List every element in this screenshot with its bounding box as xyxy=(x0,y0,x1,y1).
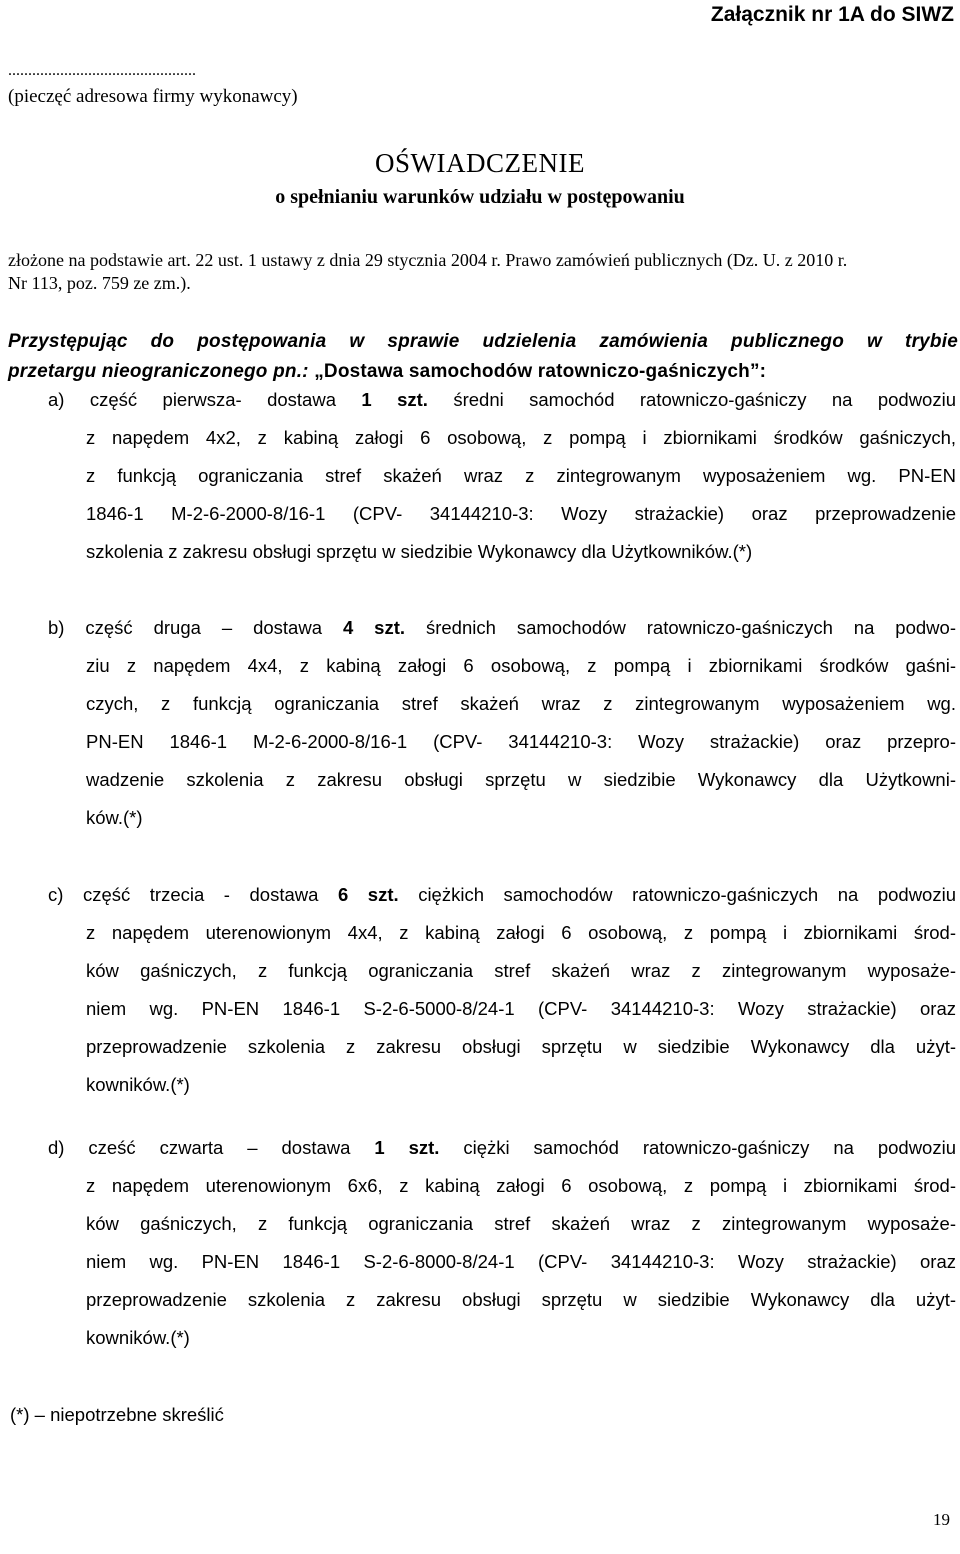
part-d xyxy=(48,1129,956,1357)
part-b xyxy=(48,609,956,837)
part-line: PN-EN 1846-1 M-2-6-2000-8/16-1 (CPV- 34144210-3: Wozy strażackie) oraz przepro- xyxy=(86,731,956,752)
part-quantity: 1 szt. xyxy=(374,1137,440,1158)
part-line: wadzenie szkolenia z zakresu obsługi sprzętu w siedzibie Wykonawcy dla Użytkowni- xyxy=(86,769,956,790)
legal-basis xyxy=(8,249,953,295)
part-first-line xyxy=(48,381,956,419)
intro-paragraph xyxy=(8,327,958,387)
part-first-line xyxy=(48,876,956,914)
part-body xyxy=(48,647,956,837)
intro-prefix: przetargu nieograniczonego pn.: xyxy=(8,361,315,382)
stamp-dots: ............................................... xyxy=(8,62,196,79)
part-line: ziu z napędem 4x4, z kabiną załogi 6 osobową, z pompą i zbiornikami środków gaśni- xyxy=(86,655,956,676)
part-line: niem wg. PN-EN 1846-1 S-2-6-5000-8/24-1 (CPV- 34144210-3: Wozy strażackie) oraz xyxy=(86,998,956,1019)
part-quantity: 1 szt. xyxy=(361,389,428,410)
part-first-line xyxy=(48,609,956,647)
page-number: 19 xyxy=(933,1510,950,1529)
part-label: c) część trzecia - dostawa xyxy=(48,884,319,905)
part-quantity: 6 szt. xyxy=(337,884,399,905)
part-body xyxy=(48,914,956,1104)
stamp-caption: (pieczęć adresowa firmy wykonawcy) xyxy=(8,86,298,107)
part-first-line xyxy=(48,1129,956,1167)
part-first-text: ciężki samochód ratowniczo-gaśniczy na podwoziu xyxy=(463,1137,956,1158)
document-title: OŚWIADCZENIE xyxy=(375,148,585,178)
part-line: czych, z funkcją ograniczania stref skażeń wraz z zintegrowanym wyposażeniem wg. xyxy=(86,693,956,714)
part-c xyxy=(48,876,956,1104)
part-line: 1846-1 M-2-6-2000-8/16-1 (CPV- 34144210-3: Wozy strażackie) oraz przeprowadzenie xyxy=(86,503,956,524)
part-label: a) część pierwsza- dostawa xyxy=(48,389,336,410)
legal-basis-line: złożone na podstawie art. 22 ust. 1 ustawy z dnia 29 stycznia 2004 r. Prawo zamówień publicznych (Dz. U. z 2010 r. xyxy=(8,250,848,270)
part-line: przeprowadzenie szkolenia z zakresu obsługi sprzętu w siedzibie Wykonawcy dla użyt- xyxy=(86,1289,956,1310)
part-line: kowników.(*) xyxy=(86,1327,190,1348)
part-line: szkolenia z zakresu obsługi sprzętu w siedzibie Wykonawcy dla Użytkowników.(*) xyxy=(86,541,753,562)
part-quantity: 4 szt. xyxy=(342,617,406,638)
part-line: niem wg. PN-EN 1846-1 S-2-6-8000-8/24-1 (CPV- 34144210-3: Wozy strażackie) oraz xyxy=(86,1251,956,1272)
intro-line: Przystępując do postępowania w sprawie udzielenia zamówienia publicznego w trybie xyxy=(8,331,958,352)
part-line: przeprowadzenie szkolenia z zakresu obsługi sprzętu w siedzibie Wykonawcy dla użyt- xyxy=(86,1036,956,1057)
legal-basis-line: Nr 113, poz. 759 ze zm.). xyxy=(8,273,191,293)
part-line: z funkcją ograniczania stref skażeń wraz z zintegrowanym wyposażeniem wg. PN-EN xyxy=(86,465,956,486)
part-line: ków gaśniczych, z funkcją ograniczania stref skażeń wraz z zintegrowanym wyposaże- xyxy=(86,1213,956,1234)
part-a xyxy=(48,381,956,571)
part-first-text: średnich samochodów ratowniczo-gaśniczych na podwo- xyxy=(425,617,956,638)
part-line: ków.(*) xyxy=(86,807,143,828)
footnote: (*) – niepotrzebne skreślić xyxy=(10,1404,224,1425)
part-first-text: średni samochód ratowniczo-gaśniczy na podwoziu xyxy=(453,389,956,410)
part-label: d) cześć czwarta – dostawa xyxy=(48,1137,351,1158)
part-first-text: ciężkich samochodów ratowniczo-gaśniczych na podwoziu xyxy=(418,884,956,905)
attachment-header: Załącznik nr 1A do SIWZ xyxy=(710,3,954,26)
part-line: ków gaśniczych, z funkcją ograniczania stref skażeń wraz z zintegrowanym wyposaże- xyxy=(86,960,956,981)
document-subtitle: o spełnianiu warunków udziału w postępowaniu xyxy=(275,186,685,208)
part-body xyxy=(48,419,956,571)
part-line: kowników.(*) xyxy=(86,1074,190,1095)
procurement-subject: „Dostawa samochodów ratowniczo-gaśniczych”: xyxy=(314,361,767,382)
part-label: b) część druga – dostawa xyxy=(48,617,322,638)
part-line: z napędem 4x2, z kabiną załogi 6 osobową, z pompą i zbiornikami środków gaśniczych, xyxy=(86,427,956,448)
part-line: z napędem uterenowionym 4x4, z kabiną załogi 6 osobową, z pompą i zbiornikami środ- xyxy=(86,922,956,943)
part-line: z napędem uterenowionym 6x6, z kabiną załogi 6 osobową, z pompą i zbiornikami środ- xyxy=(86,1175,956,1196)
part-body xyxy=(48,1167,956,1357)
